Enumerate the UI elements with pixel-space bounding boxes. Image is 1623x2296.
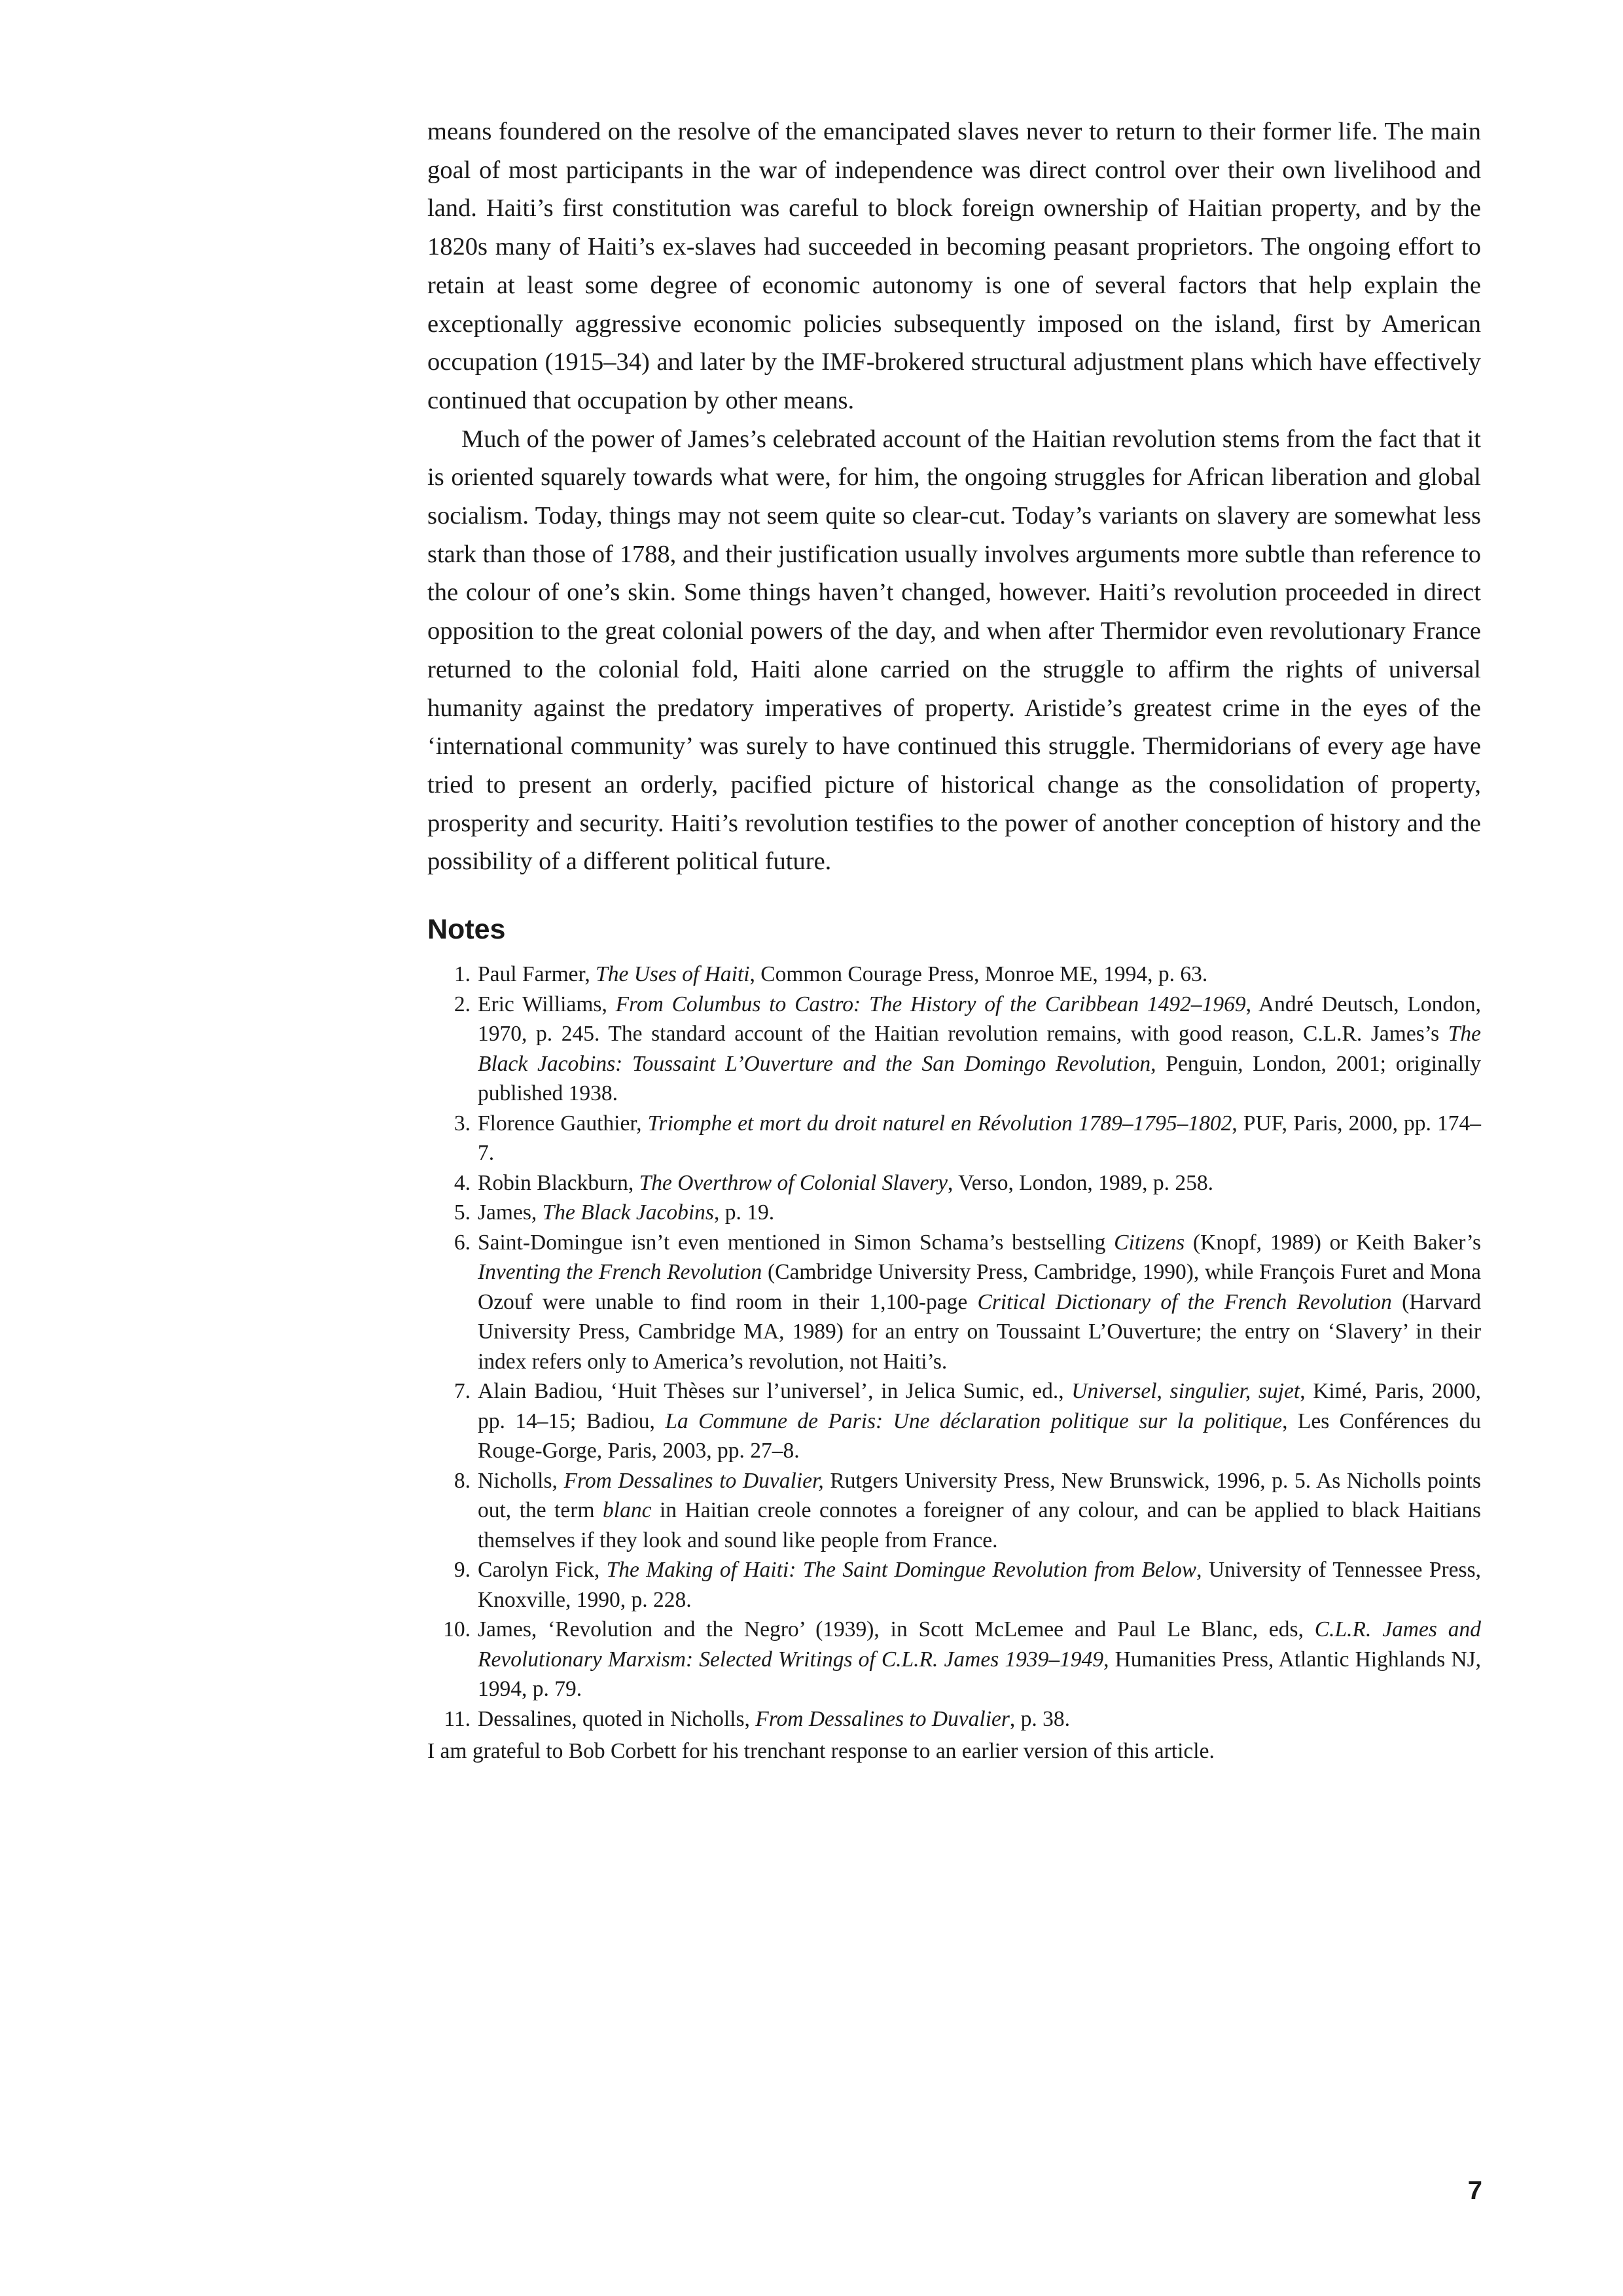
note-title-italic: Citizens bbox=[1114, 1230, 1185, 1255]
note-text: Florence Gauthier, bbox=[478, 1111, 648, 1136]
note-title-italic: Triomphe et mort du droit naturel en Révolution 1789–1795–1802 bbox=[647, 1111, 1232, 1136]
note-number: 1. bbox=[454, 962, 471, 987]
page-number: 7 bbox=[1467, 2176, 1482, 2205]
note-text: Paul Farmer, bbox=[478, 962, 596, 987]
note-number: 10. bbox=[443, 1617, 471, 1642]
note-title-italic: The Overthrow of Colonial Slavery bbox=[639, 1170, 948, 1195]
note-text: (Harvard University Press, Cambridge MA, 1989) for an entry on Toussaint L’Ouverture; the entry on ‘Slavery’ in their index refers only to America’s revolution, not Haiti’s. bbox=[478, 1289, 1481, 1374]
note-text: (Cambridge University Press, Cambridge, 1990), while François Furet and Mona Ozouf were unable to find room in their 1,100-page bbox=[478, 1260, 1481, 1314]
page-content bbox=[427, 113, 1481, 1767]
note-number: 3. bbox=[454, 1111, 471, 1136]
note-item bbox=[427, 1198, 1481, 1228]
note-text: , p. 38. bbox=[1009, 1706, 1071, 1731]
note-title-italic: blanc bbox=[603, 1498, 652, 1523]
note-item bbox=[427, 990, 1481, 1109]
note-number: 8. bbox=[454, 1468, 471, 1493]
note-text: , University of Tennessee Press, Knoxville, 1990, p. 228. bbox=[478, 1558, 1481, 1612]
note-item bbox=[427, 1615, 1481, 1704]
note-item bbox=[427, 1168, 1481, 1198]
acknowledgement: I am grateful to Bob Corbett for his trenchant response to an earlier version of this article. bbox=[427, 1739, 1215, 1764]
note-number: 11. bbox=[444, 1706, 471, 1731]
note-title-italic: From Dessalines to Duvalier bbox=[755, 1706, 1010, 1731]
note-item bbox=[427, 1704, 1481, 1734]
note-text: (Knopf, 1989) or Keith Baker’s bbox=[1185, 1230, 1481, 1255]
note-text: , Kimé, Paris, 2000, pp. 14–15; Badiou, bbox=[478, 1379, 1481, 1433]
note-title-italic: From Columbus to Castro: The History of the Caribbean 1492–1969 bbox=[615, 992, 1246, 1016]
note-text: Alain Badiou, ‘Huit Thèses sur l’universel’, in Jelica Sumic, ed., bbox=[478, 1379, 1072, 1404]
note-text: , p. 19. bbox=[713, 1200, 775, 1225]
notes-list bbox=[427, 960, 1481, 1734]
note-item bbox=[427, 1228, 1481, 1377]
body-paragraph-2: Much of the power of James’s celebrated account of the Haitian revolution stems from the fact that it is oriented squarely towards what were, for him, the ongoing struggles for African liberation and global socialism. Today, things may not seem quite so clear-cut. Today’s variants on slavery are somewhat less stark than those of 1788, and their justification usually involves arguments more subtle than reference to the colour of one’s skin. Some things haven’t changed, however. Haiti’s revolution proceeded in direct opposition to the great colonial powers of the day, and when after Thermidor even revolutionary France returned to the colonial fold, Haiti alone carried on the struggle to affirm the rights of universal humanity against the predatory imperatives of property. Aristide’s greatest crime in the eyes of the ‘international community’ was surely to have continued this struggle. Thermidorians of every age have tried to present an orderly, pacified picture of historical change as the consolidation of property, prosperity and security. Haiti’s revolution testifies to the power of another conception of history and the possibility of a different political future. bbox=[427, 425, 1481, 876]
note-item bbox=[427, 1555, 1481, 1615]
note-title-italic: From Dessalines to Duvalier, bbox=[563, 1468, 824, 1493]
note-text: , Les Conférences du Rouge-Gorge, Paris, 2003, pp. 27–8. bbox=[478, 1408, 1482, 1463]
body-paragraph-1: means foundered on the resolve of the emancipated slaves never to return to their former life. The main goal of most participants in the war of independence was direct control over their own livelihood and land. Haiti’s first constitution was careful to block foreign ownership of Haitian property, and by the 1820s many of Haiti’s ex-slaves had succeeded in becoming peasant proprietors. The ongoing effort to retain at least some degree of economic autonomy is one of several factors that help explain the exceptionally aggressive economic policies subsequently imposed on the island, first by American occupation (1915–34) and later by the IMF-brokered structural adjustment plans which have effectively continued that occupation by other means. bbox=[427, 118, 1481, 414]
note-item bbox=[427, 1376, 1481, 1466]
note-text: , Common Courage Press, Monroe ME, 1994, p. 63. bbox=[749, 962, 1208, 987]
note-number: 9. bbox=[454, 1558, 471, 1583]
note-title-italic: The Black Jacobins: Toussaint L’Ouverture and the San Domingo Revolution bbox=[478, 1022, 1481, 1076]
note-text: , Penguin, London, 2001; originally published 1938. bbox=[478, 1051, 1481, 1106]
note-title-italic: The Making of Haiti: The Saint Domingue Revolution from Below bbox=[606, 1558, 1197, 1583]
note-text: Carolyn Fick, bbox=[478, 1558, 607, 1583]
note-number: 5. bbox=[454, 1200, 471, 1225]
note-title-italic: The Uses of Haiti bbox=[596, 962, 750, 987]
note-text: Saint-Domingue isn’t even mentioned in Simon Schama’s bestselling bbox=[478, 1230, 1115, 1255]
note-title-italic: Universel, singulier, sujet bbox=[1071, 1379, 1300, 1404]
note-text: Robin Blackburn, bbox=[478, 1170, 639, 1195]
note-item bbox=[427, 960, 1481, 990]
note-text: Dessalines, quoted in Nicholls, bbox=[478, 1706, 756, 1731]
note-text: , PUF, Paris, 2000, pp. 174–7. bbox=[478, 1111, 1481, 1166]
note-title-italic: The Black Jacobins bbox=[542, 1200, 714, 1225]
note-title-italic: C.L.R. James and Revolutionary Marxism: Selected Writings of C.L.R. James 1939–1949 bbox=[478, 1617, 1481, 1672]
note-number: 4. bbox=[454, 1170, 471, 1195]
note-text: Eric Williams, bbox=[478, 992, 616, 1016]
note-text: , Verso, London, 1989, p. 258. bbox=[948, 1170, 1214, 1195]
note-item bbox=[427, 1109, 1481, 1168]
note-text: , André Deutsch, London, 1970, p. 245. The standard account of the Haitian revolution remains, with good reason, C.L.R. James’s bbox=[478, 992, 1481, 1047]
note-text: in Haitian creole connotes a foreigner of any colour, and can be applied to black Haitians themselves if they look and sound like people from France. bbox=[478, 1498, 1482, 1552]
note-text: James, bbox=[478, 1200, 543, 1225]
note-text: Rutgers University Press, New Brunswick, 1996, p. 5. As Nicholls points out, the term bbox=[478, 1468, 1481, 1523]
note-title-italic: Critical Dictionary of the French Revolution bbox=[977, 1289, 1392, 1314]
notes-heading: Notes bbox=[427, 914, 506, 946]
note-number: 2. bbox=[454, 992, 471, 1016]
note-text: James, ‘Revolution and the Negro’ (1939), in Scott McLemee and Paul Le Blanc, eds, bbox=[478, 1617, 1315, 1642]
note-item bbox=[427, 1466, 1481, 1556]
note-number: 7. bbox=[454, 1379, 471, 1404]
note-title-italic: Inventing the French Revolution bbox=[478, 1260, 762, 1285]
note-text: , Humanities Press, Atlantic Highlands NJ, 1994, p. 79. bbox=[478, 1647, 1482, 1702]
note-text: Nicholls, bbox=[478, 1468, 564, 1493]
note-title-italic: La Commune de Paris: Une déclaration politique sur la politique bbox=[665, 1408, 1283, 1433]
note-number: 6. bbox=[454, 1230, 471, 1255]
